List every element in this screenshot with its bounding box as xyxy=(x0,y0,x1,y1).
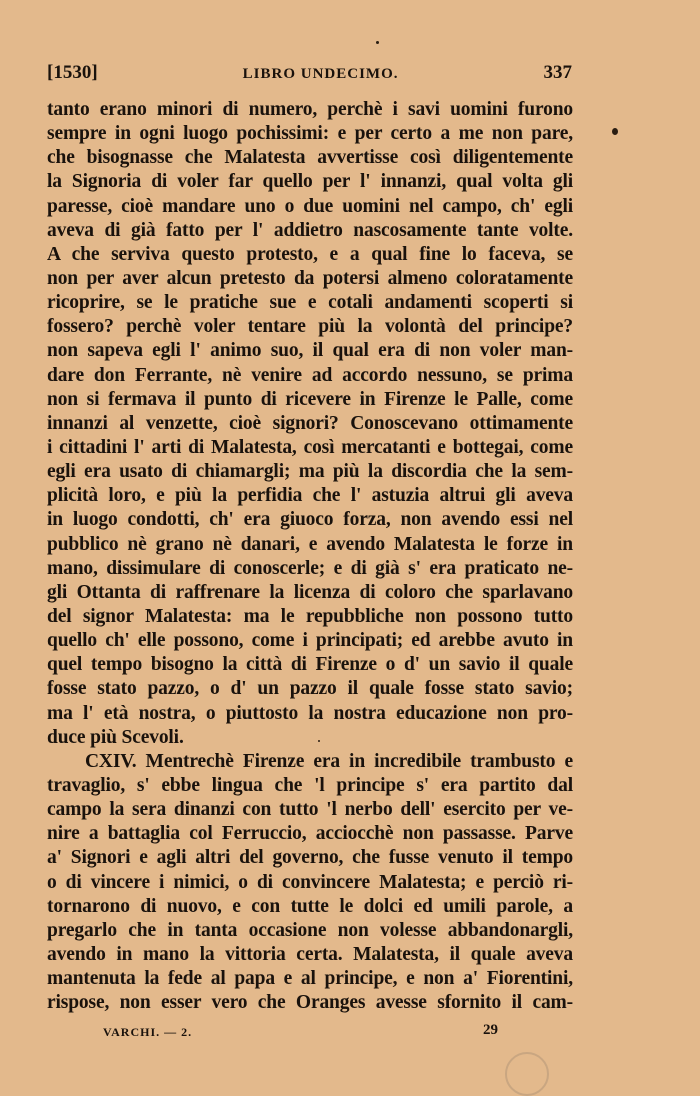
text-line: A che serviva questo protesto, e a qual fine lo faceva, se xyxy=(47,243,573,265)
text-line: a' Signori e agli altri del governo, che fusse venuto il tempo xyxy=(47,847,573,869)
text-line: non per aver alcun pretesto da potersi almeno coloratamente xyxy=(47,267,573,289)
header-page-number: 337 xyxy=(543,62,572,83)
text-line: tornarono di nuovo, e con tutte le dolci ed umili parole, a xyxy=(47,895,573,917)
text-line: innanzi al venzette, cioè signori? Conoscevano ottimamente xyxy=(47,412,573,434)
paragraph-end-line: duce più Scevoli. xyxy=(47,726,184,748)
header-year: [1530] xyxy=(47,62,98,83)
body-text xyxy=(47,98,573,1015)
text-line: dare don Ferrante, nè venire ad accordo nessuno, se prima xyxy=(47,364,573,386)
text-line: paresse, cioè mandare uno o due uomini nel campo, ch' egli xyxy=(47,195,573,217)
ink-speck xyxy=(318,740,320,742)
text-line: del signor Malatesta: ma le repubbliche non possono tutto xyxy=(47,605,573,627)
header-book-title: LIBRO UNDECIMO. xyxy=(242,66,399,82)
page-footer xyxy=(103,1022,503,1042)
text-line: i cittadini l' arti di Malatesta, così mercatanti e bottegai, come xyxy=(47,436,573,458)
text-line: che bisognasse che Malatesta avvertisse così diligentemente xyxy=(47,147,573,169)
watermark-mark xyxy=(505,1052,549,1096)
text-line: campo la sera dinanzi con tutto 'l nerbo dell' esercito per ve- xyxy=(47,799,573,821)
text-line: egli era usato di chiamargli; ma più la discordia che la sem- xyxy=(47,461,573,483)
footer-sheet-number: 29 xyxy=(483,1022,498,1038)
section-start-line: CXIV. Mentrechè Firenze era in incredibile trambusto e xyxy=(85,750,573,772)
text-line: quel tempo bisogno la città di Firenze o d' un savio il quale xyxy=(47,654,573,676)
ink-speck xyxy=(376,41,379,44)
text-line: ma l' età nostra, o piuttosto la nostra educazione non pro- xyxy=(47,702,573,724)
text-line: tanto erano minori di numero, perchè i savi uomini furono xyxy=(47,99,573,120)
text-line: gli Ottanta di raffrenare la licenza di coloro che sparlavano xyxy=(47,581,573,603)
ink-speck xyxy=(612,128,618,135)
text-line: plicità loro, e più la perfidia che l' astuzia altrui gli aveva xyxy=(47,485,573,507)
footer-signature: VARCHI. — 2. xyxy=(103,1025,193,1039)
text-line: non sapeva egli l' animo suo, il qual era di non voler man- xyxy=(47,340,573,362)
text-line: aveva di già fatto per l' addietro nascosamente tante volte. xyxy=(47,219,573,241)
text-line: mano, dissimulare di conoscerle; e di già s' era praticato ne- xyxy=(47,557,573,579)
text-line: o di vincere i nimici, o di convincere Malatesta; e perciò ri- xyxy=(47,871,573,893)
text-line: pregarlo che in tanta occasione non volesse abbandonargli, xyxy=(47,919,573,941)
text-line: la Signoria di voler far quello per l' innanzi, qual volta gli xyxy=(47,171,573,193)
text-line: ricoprire, se le pratiche sue e cotali andamenti scoperti si xyxy=(47,292,573,314)
text-line: nire a battaglia col Ferruccio, acciocchè non passasse. Parve xyxy=(47,823,573,845)
text-line: non si fermava il punto di ricevere in Firenze le Palle, come xyxy=(47,388,573,410)
text-line: avendo in mano la vittoria certa. Malatesta, il quale aveva xyxy=(47,943,573,965)
text-line: sempre in ogni luogo pochissimi: e per certo a me non pare, xyxy=(47,123,573,145)
text-line: quello ch' elle possono, come i principati; ed arebbe avuto in xyxy=(47,630,573,652)
text-line: fosse stato pazzo, o d' un pazzo il quale fosse stato savio; xyxy=(47,678,573,700)
text-line: fossero? perchè voler tentare più la volontà del principe? xyxy=(47,316,573,338)
text-line: travaglio, s' ebbe lingua che 'l principe s' era partito dal xyxy=(47,774,573,796)
text-line: mantenuta la fede al papa e al principe, e non a' Fiorentini, xyxy=(47,968,573,990)
text-line: in luogo condotti, ch' era giuoco forza, non avendo essi nel xyxy=(47,509,573,531)
page-header xyxy=(47,62,572,88)
text-line: rispose, non esser vero che Oranges avesse sfornito il cam- xyxy=(47,992,573,1014)
text-line: pubblico nè grano nè danari, e avendo Malatesta le forze in xyxy=(47,533,573,555)
